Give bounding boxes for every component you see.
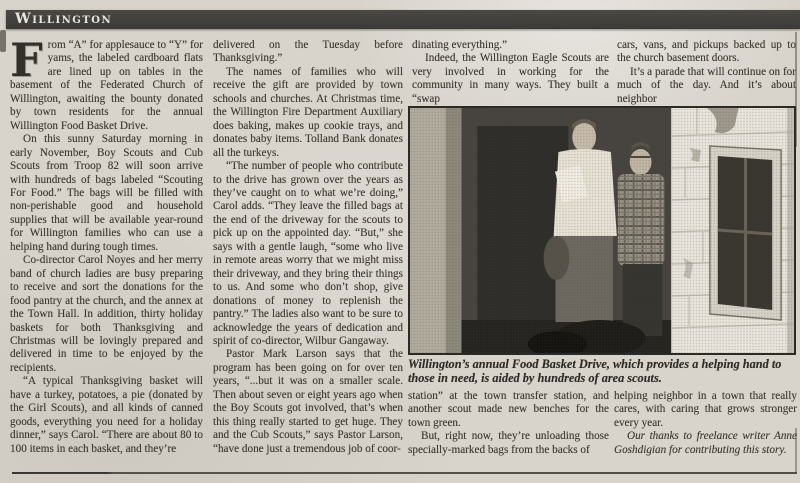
article-paragraph: “A typical Thanksgiving basket will have a turkey, potatoes, a pie (donated by the Girl Scouts), and all kinds of canned goods, everything you need for a holiday dinner,” says Carol. “There are about 80 to 100 items in each basket, and they’re	[10, 375, 203, 455]
photo-caption: Willington’s annual Food Basket Drive, which provides a helping hand to those in need, is aided by hundreds of area scouts.	[408, 357, 782, 385]
article-column-4-top	[617, 39, 796, 106]
bottom-rule	[12, 472, 797, 474]
article-column-3-bottom	[408, 390, 609, 457]
article-paragraph: Co-director Carol Noyes and her merry band of church ladies are busy preparing to receive and sort the donations for the food pantry at the church, and the annex at the Town Hall. In addition, thirty holiday baskets for both Thanksgiving and Christmas will be lovingly prepared and delivered in time to be enjoyed by the recipients.	[10, 254, 203, 374]
article-paragraph: station” at the town transfer station, and another scout made new benches for the town green.	[408, 390, 609, 429]
drop-cap: F	[10, 33, 43, 87]
section-title: Willington	[15, 11, 113, 27]
paragraph-text: rom “A” for applesauce to “Y” for yams, the labeled cardboard flats are lined up on tables in the basement of the Federated Church of Willington, awaiting the bounty donated by town residents for the annual Willington Food Basket Drive.	[10, 39, 203, 132]
article-column-1	[10, 33, 203, 456]
article-paragraph: Pastor Mark Larson says that the program has been going on for over ten years, “...but it was on a smaller scale. Then about seven or eight years ago when the Boy Scouts got involved, that’s when this thing really started to get huge. They and the Cub Scouts,” says Pastor Larson, “have done just a tremendous job of coor-	[213, 348, 403, 455]
article-paragraph: helping neighbor in a town that really cares, with caring that grows stronger every year.	[614, 390, 797, 429]
article-paragraph: But, right now, they’re unloading those specially-marked bags from the backs of	[408, 430, 609, 456]
news-photo	[408, 106, 796, 355]
photo-halftone-illustration	[410, 108, 794, 353]
scan-smudge	[0, 30, 6, 52]
article-paragraph: dinating everything.”	[412, 39, 508, 51]
article-paragraph: cars, vans, and pickups backed up to the church basement doors.	[617, 39, 796, 65]
writer-credit: Our thanks to freelance writer Anne Goshdigian for contributing this story.	[614, 430, 797, 456]
article-paragraph: On this sunny Saturday morning in early November, Boy Scouts and Cub Scouts from Troop 82 will soon arrive with hundreds of bags labeled “Scouting For Food.” The bags will be filled with non-perishable good and household supplies that will be available year-round for Willington families who can use a helping hand during tough times.	[10, 133, 203, 253]
halftone-overlay	[410, 108, 794, 353]
section-header-bar	[6, 10, 800, 29]
article-paragraph: Indeed, the Willington Eagle Scouts are very involved in working for the community in many ways. They built a “swap	[412, 52, 609, 105]
article-column-2	[213, 39, 403, 456]
article-paragraph: “The number of people who contribute to the drive has grown over the years as they’ve caught on to what we’re doing,” Carol adds. “They leave the filled bags at the end of the driveway for the scouts to pick up on the appointed day. “But,” she says with a gentle laugh, “some who live in remote areas worry that we might miss their driveway, and they bring their things to us. And some who don’t shop, give donations of money to replenish the pantry.” The ladies also want to be sure to acknowledge the years of dedication and spirit of co-director, Wilbur Gangaway.	[213, 160, 403, 347]
article-paragraph	[10, 33, 203, 133]
article-column-3-top	[412, 39, 609, 106]
article-paragraph: It’s a parade that will continue on for much of the day. And it’s about neighbor	[617, 65, 796, 105]
article-column-4-bottom	[614, 390, 797, 457]
article-paragraph: delivered on the Tuesday before Thanksgiving.”	[213, 39, 403, 65]
article-paragraph: The names of families who will receive the gift are provided by town schools and churches. At Christmas time, the Willington Fire Department Auxiliary does baking, makes up cookie trays, and donates baby items. Tolland Bank donates all the turkeys.	[213, 65, 403, 159]
